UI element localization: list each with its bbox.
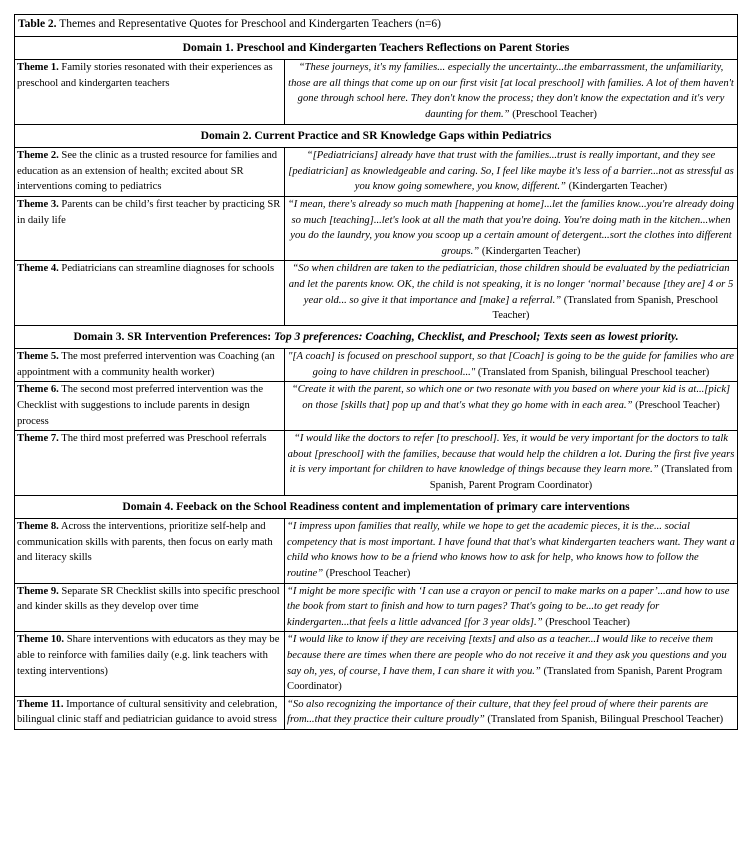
quote-text: “[Pediatricians] already have that trust with the families...trust is really important, and they see [pediatrician] as knowledgeable and caring. So, I feel like maybe it's less of a barrier...not as stressful as you know going somewhere, you know, different.”: [288, 150, 734, 193]
theme-text: The second most preferred intervention was the Checklist with suggestions to include parents in design process: [17, 384, 264, 427]
quote-cell: [285, 519, 738, 583]
domain-row: [15, 495, 738, 519]
table-title-row: [15, 15, 738, 37]
theme-label: Theme 6.: [17, 384, 59, 396]
theme-cell: [15, 196, 285, 260]
domain-row: [15, 124, 738, 148]
quote-text: "[A coach] is focused on preschool support, so that [Coach] is going to be the guide for families who are going to have children in preschool...": [287, 351, 735, 378]
quote-cell: [285, 696, 738, 729]
quote-text: “I impress upon families that really, while we hope to get the academic pieces, it is the... social competency that is most important. I have found that that's what kindergarten teachers want. They want a child who knows how to be a friend who knows how to ask for help, who knows how to follow the routine”: [287, 521, 735, 579]
table-label: Table 2.: [18, 18, 57, 30]
quote-attribution: (Translated from Spanish, Parent Program Coordinator): [287, 665, 723, 693]
theme-text: Share interventions with educators as they may be able to reinforce with families daily (e.g. link teachers with texting interventions): [17, 634, 280, 677]
quote-text: “So also recognizing the importance of their culture, that they feel proud of where their parents are from...that they practice their culture proudly”: [287, 698, 709, 726]
theme-text: Separate SR Checklist skills into specific preschool and kinder skills as they develop over time: [17, 585, 280, 613]
quote-attribution: (Translated from Spanish, Preschool Teacher): [492, 294, 719, 322]
domain-heading: [15, 124, 738, 148]
quote-attribution: (Preschool Teacher): [632, 400, 720, 412]
theme-row: [15, 632, 738, 696]
theme-row: [15, 196, 738, 260]
theme-cell: [15, 60, 285, 124]
domain-heading: [15, 325, 738, 349]
theme-label: Theme 8.: [17, 521, 59, 533]
theme-cell: [15, 382, 285, 431]
table-title: Themes and Representative Quotes for Preschool and Kindergarten Teachers (n=6): [56, 18, 441, 30]
quote-attribution: (Preschool Teacher): [509, 108, 597, 120]
themes-quotes-table: [14, 14, 738, 730]
theme-text: See the clinic as a trusted resource for families and education as an extension of health; excited about SR interventions coming to pediatrics: [17, 150, 278, 193]
theme-cell: [15, 349, 285, 382]
domain-title: Domain 2. Current Practice and SR Knowledge Gaps within Pediatrics: [200, 128, 552, 142]
theme-row: [15, 382, 738, 431]
theme-label: Theme 10.: [17, 634, 65, 646]
theme-label: Theme 4.: [17, 263, 59, 275]
theme-label: Theme 9.: [17, 585, 59, 597]
theme-label: Theme 2.: [17, 150, 59, 162]
theme-row: [15, 261, 738, 325]
theme-row: [15, 519, 738, 583]
domain-title: Domain 4. Feeback on the School Readiness content and implementation of primary care interventions: [122, 499, 630, 513]
domain-title: Domain 1. Preschool and Kindergarten Teachers Reflections on Parent Stories: [182, 40, 570, 54]
theme-text: Pediatricians can streamline diagnoses for schools: [58, 263, 275, 275]
quote-cell: [285, 60, 738, 124]
domain-title-italic: Top 3 preferences: Coaching, Checklist, and Preschool; Texts seen as lowest priority.: [274, 329, 679, 343]
quote-cell: [285, 196, 738, 260]
theme-row: [15, 148, 738, 197]
domain-row: [15, 325, 738, 349]
quote-cell: [285, 583, 738, 632]
domain-heading: [15, 36, 738, 60]
table-caption: [15, 15, 738, 37]
theme-label: Theme 3.: [17, 198, 59, 210]
theme-cell: [15, 696, 285, 729]
quote-cell: [285, 632, 738, 696]
quote-attribution: (Translated from Spanish, Bilingual Preschool Teacher): [484, 714, 724, 726]
theme-text: Family stories resonated with their experiences as preschool and kindergarten teachers: [17, 62, 273, 89]
quote-cell: [285, 349, 738, 382]
theme-row: [15, 60, 738, 124]
quote-cell: [285, 382, 738, 431]
theme-row: [15, 583, 738, 632]
quote-attribution: (Kindergarten Teacher): [479, 245, 581, 257]
theme-text: Across the interventions, prioritize self-help and communication skills with parents, then focus on early math and literacy skills: [17, 521, 273, 564]
theme-cell: [15, 519, 285, 583]
theme-row: [15, 431, 738, 495]
quote-text: “I might be more specific with ‘I can use a crayon or pencil to make marks on a paper’...and how to use the book from start to finish and how to turn pages? That's going to be...to get ready for kindergarten...that feels a little advanced [for 3 year olds].”: [287, 585, 730, 628]
theme-text: The third most preferred was Preschool referrals: [58, 433, 267, 445]
quote-cell: [285, 261, 738, 325]
theme-label: Theme 7.: [17, 433, 59, 445]
quote-cell: [285, 148, 738, 197]
theme-text: The most preferred intervention was Coaching (an appointment with a community health worker): [17, 351, 275, 378]
quote-attribution: (Preschool Teacher): [323, 568, 411, 579]
quote-attribution: (Translated from Spanish, bilingual Preschool teacher): [475, 366, 710, 378]
quote-text: “So when children are taken to the pediatrician, those children should be evaluated by the pediatrician and let the parents know. OK, the child is not speaking, it is no longer ‘normal’ because [they are] 4 or 5 year old... so give it that importance and [make] a referral.”: [288, 263, 734, 306]
theme-cell: [15, 632, 285, 696]
theme-cell: [15, 261, 285, 325]
domain-title: Domain 3. SR Intervention Preferences:: [73, 329, 274, 343]
quote-text: “I would like to know if they are receiving [texts] and also as a teacher...I would like to receive them because there are times when there are people who do not receive it and they ask you questions and you say oh, yes, of course, I have them, I can share it with you.”: [287, 634, 727, 677]
quote-text: “I would like the doctors to refer [to preschool]. Yes, it would be very important for the doctors to talk about [preschool] with the families, because that would help the children a lot. During the first five years it is very important for children to have knowledge of things because they learn more.”: [287, 433, 735, 476]
theme-row: [15, 696, 738, 729]
theme-text: Parents can be child’s first teacher by practicing SR in daily life: [17, 198, 281, 226]
theme-row: [15, 349, 738, 382]
quote-text: “These journeys, it's my families... especially the uncertainty...the embarrassment, the unfamiliarity, those are all things that come up on our first visit [at local preschool] with families. A lot of them haven't gone through school here. They don't know the process; they don't know the expectation and it's very daunting for them.”: [288, 62, 734, 120]
theme-cell: [15, 148, 285, 197]
theme-label: Theme 11.: [17, 698, 64, 710]
theme-label: Theme 1.: [17, 62, 59, 74]
theme-cell: [15, 431, 285, 495]
quote-attribution: (Translated from Spanish, Parent Program Coordinator): [429, 464, 733, 492]
domain-row: [15, 36, 738, 60]
theme-cell: [15, 583, 285, 632]
theme-text: Importance of cultural sensitivity and celebration, bilingual clinic staff and pediatrician guidance to avoid stress: [17, 698, 278, 726]
domain-heading: [15, 495, 738, 519]
quote-text: “Create it with the parent, so which one or two resonate with you based on where your kid is at...[pick] on those [skills that] pop up and that's what they go home with in each area.”: [291, 384, 731, 412]
theme-label: Theme 5.: [17, 351, 59, 363]
quote-text: “I mean, there's already so much math [happening at home]...let the families know...you're already doing so much [teaching]...let's look at all the math that you're doing. You're doing math in the kitchen...when you do the laundry, you know you scoop up a certain amount of detergent...sort the clothes into different groups.”: [287, 198, 735, 257]
quote-attribution: (Kindergarten Teacher): [565, 181, 668, 193]
quote-cell: [285, 431, 738, 495]
quote-attribution: (Preschool Teacher): [542, 616, 630, 628]
